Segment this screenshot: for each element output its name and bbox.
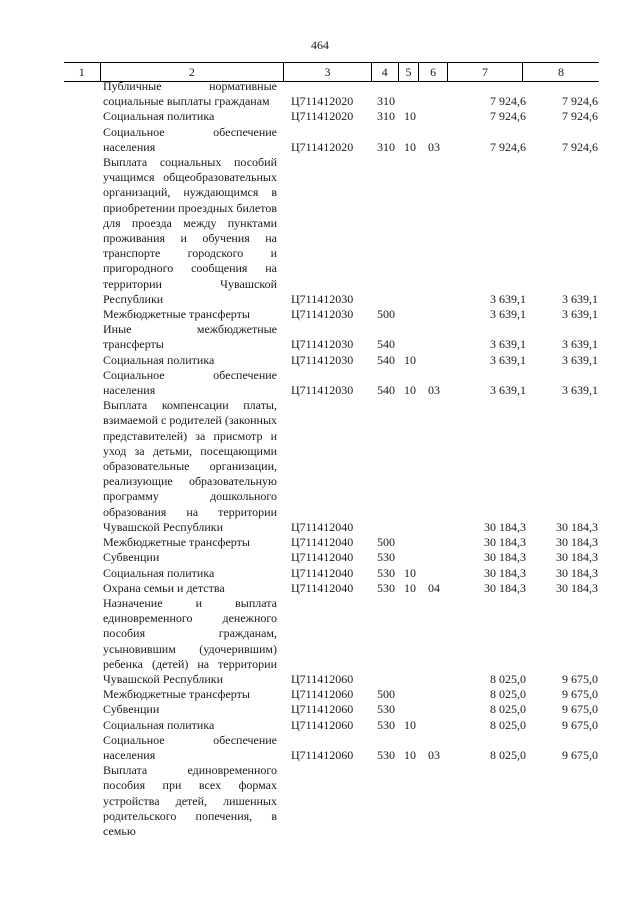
table-row: [0, 307, 640, 322]
row-value-8: 3 639,1: [562, 383, 598, 398]
table-row: [0, 763, 640, 839]
row-name: Выплата социальных пособий учащимся общеобразовательных организаций, нуждающимся в приобретении проездных билетов для проезда между пунктами проживания и обучения на транспорте городского и пригородного сообщения на территории Чувашской Республики: [103, 155, 277, 306]
row-value-8: 9 675,0: [562, 717, 598, 732]
row-value-7: 7 924,6: [490, 139, 526, 154]
row-name: Социальная политика: [103, 717, 215, 732]
row-name: Назначение и выплата единовременного денежного пособия гражданам, усыновившим (удочерившим) ребенка (детей) на территории Чувашской Республики: [103, 595, 277, 686]
row-code: Ц711412030: [291, 307, 354, 322]
row-value-8: 7 924,6: [562, 109, 598, 124]
table-row: [0, 398, 640, 535]
row-col-5: 10: [404, 747, 416, 762]
row-value-8: 9 675,0: [562, 687, 598, 702]
row-code: Ц711412020: [291, 94, 354, 109]
row-value-8: 30 184,3: [556, 535, 598, 550]
row-code: Ц711412030: [291, 337, 354, 352]
row-col-4: 310: [377, 139, 395, 154]
header-col-8: 8: [522, 63, 599, 81]
row-value-7: 8 025,0: [490, 671, 526, 686]
row-col-6: 04: [428, 580, 440, 595]
row-col-4: 530: [377, 580, 395, 595]
row-value-7: 3 639,1: [490, 337, 526, 352]
row-col-4: 540: [377, 337, 395, 352]
table-body: [0, 79, 640, 839]
header-col-2: 2: [100, 63, 284, 81]
row-col-5: 10: [404, 352, 416, 367]
row-code: Ц711412020: [291, 109, 354, 124]
row-value-8: 3 639,1: [562, 307, 598, 322]
row-name: Выплата единовременного пособия при всех формах устройства детей, лишенных родительского попечения, в семью: [103, 763, 277, 838]
row-col-4: 500: [377, 687, 395, 702]
row-col-4: 310: [377, 94, 395, 109]
table-row: [0, 718, 640, 733]
table-row: [0, 125, 640, 155]
row-col-5: 10: [404, 139, 416, 154]
row-col-4: 310: [377, 109, 395, 124]
row-name: Иные межбюджетные трансферты: [103, 322, 277, 352]
row-code: Ц711412060: [291, 717, 354, 732]
row-code: Ц711412030: [291, 291, 354, 306]
row-name: Социальная политика: [103, 109, 215, 124]
row-name: Публичные нормативные социальные выплаты гражданам: [103, 79, 277, 109]
row-code: Ц711412040: [291, 550, 354, 565]
row-value-7: 30 184,3: [484, 550, 526, 565]
table-row: [0, 581, 640, 596]
header-col-6: 6: [418, 63, 447, 81]
row-value-7: 7 924,6: [490, 109, 526, 124]
table-row: [0, 353, 640, 368]
row-code: Ц711412040: [291, 535, 354, 550]
row-name: Межбюджетные трансферты: [103, 687, 250, 702]
row-code: Ц711412030: [291, 352, 354, 367]
row-col-4: 530: [377, 550, 395, 565]
row-col-4: 530: [377, 747, 395, 762]
row-name: Субвенции: [103, 550, 160, 565]
row-value-7: 3 639,1: [490, 291, 526, 306]
row-col-5: 10: [404, 580, 416, 595]
row-name: Охрана семьи и детства: [103, 580, 225, 595]
row-value-7: 3 639,1: [490, 352, 526, 367]
row-code: Ц711412040: [291, 519, 354, 534]
row-name: Субвенции: [103, 702, 160, 717]
table-row: [0, 79, 640, 109]
header-col-7: 7: [447, 63, 522, 81]
table-row: [0, 550, 640, 565]
row-col-4: 530: [377, 717, 395, 732]
row-value-7: 30 184,3: [484, 519, 526, 534]
row-col-6: 03: [428, 747, 440, 762]
table-row: [0, 733, 640, 763]
row-col-4: 530: [377, 702, 395, 717]
row-value-8: 3 639,1: [562, 291, 598, 306]
row-code: Ц711412060: [291, 747, 354, 762]
table-row: [0, 109, 640, 124]
row-value-7: 8 025,0: [490, 717, 526, 732]
row-value-7: 30 184,3: [484, 565, 526, 580]
table-row: [0, 596, 640, 687]
row-value-7: 3 639,1: [490, 307, 526, 322]
row-code: Ц711412040: [291, 565, 354, 580]
row-value-8: 9 675,0: [562, 747, 598, 762]
table-row: [0, 368, 640, 398]
row-value-8: 7 924,6: [562, 94, 598, 109]
row-value-8: 9 675,0: [562, 671, 598, 686]
row-code: Ц711412060: [291, 671, 354, 686]
row-value-7: 7 924,6: [490, 94, 526, 109]
row-code: Ц711412040: [291, 580, 354, 595]
table-row: [0, 535, 640, 550]
table-row: [0, 155, 640, 307]
row-col-6: 03: [428, 383, 440, 398]
row-col-4: 540: [377, 352, 395, 367]
row-value-8: 30 184,3: [556, 550, 598, 565]
row-name: Социальное обеспечение населения: [103, 367, 277, 398]
row-col-4: 500: [377, 535, 395, 550]
row-value-8: 3 639,1: [562, 352, 598, 367]
row-code: Ц711412060: [291, 687, 354, 702]
row-name: Социальная политика: [103, 565, 215, 580]
row-value-7: 30 184,3: [484, 535, 526, 550]
row-code: Ц711412020: [291, 139, 354, 154]
row-col-5: 10: [404, 717, 416, 732]
row-value-8: 30 184,3: [556, 580, 598, 595]
table-row: [0, 687, 640, 702]
row-value-8: 7 924,6: [562, 139, 598, 154]
row-code: Ц711412060: [291, 702, 354, 717]
row-col-4: 540: [377, 383, 395, 398]
row-value-8: 30 184,3: [556, 565, 598, 580]
row-value-7: 8 025,0: [490, 702, 526, 717]
row-name: Межбюджетные трансферты: [103, 307, 250, 322]
row-name: Социальное обеспечение населения: [103, 124, 277, 154]
row-value-7: 30 184,3: [484, 580, 526, 595]
table-row: [0, 566, 640, 581]
row-value-7: 8 025,0: [490, 747, 526, 762]
table-row: [0, 702, 640, 717]
row-name: Социальное обеспечение населения: [103, 732, 277, 762]
row-value-8: 3 639,1: [562, 337, 598, 352]
row-col-5: 10: [404, 383, 416, 398]
row-code: Ц711412030: [291, 383, 354, 398]
row-value-8: 30 184,3: [556, 519, 598, 534]
row-value-7: 8 025,0: [490, 687, 526, 702]
row-name: Выплата компенсации платы, взимаемой с родителей (законных представителей) за присмотр и уход за детьми, посещающими образовательные организации, реализующие образовательную программу дошкольного образования на территории Чувашской Республики: [103, 398, 278, 534]
row-col-4: 530: [377, 565, 395, 580]
row-name: Социальная политика: [103, 352, 215, 367]
table-row: [0, 322, 640, 352]
page-number: 464: [311, 38, 329, 52]
row-name: Межбюджетные трансферты: [103, 535, 250, 550]
header-col-5: 5: [398, 63, 419, 81]
header-col-3: 3: [283, 63, 371, 81]
row-value-7: 3 639,1: [490, 383, 526, 398]
header-col-1: 1: [78, 65, 85, 79]
row-col-5: 10: [404, 565, 416, 580]
header-col-4: 4: [371, 63, 398, 81]
row-col-6: 03: [428, 139, 440, 154]
row-col-4: 500: [377, 307, 395, 322]
row-value-8: 9 675,0: [562, 702, 598, 717]
row-col-5: 10: [404, 109, 416, 124]
